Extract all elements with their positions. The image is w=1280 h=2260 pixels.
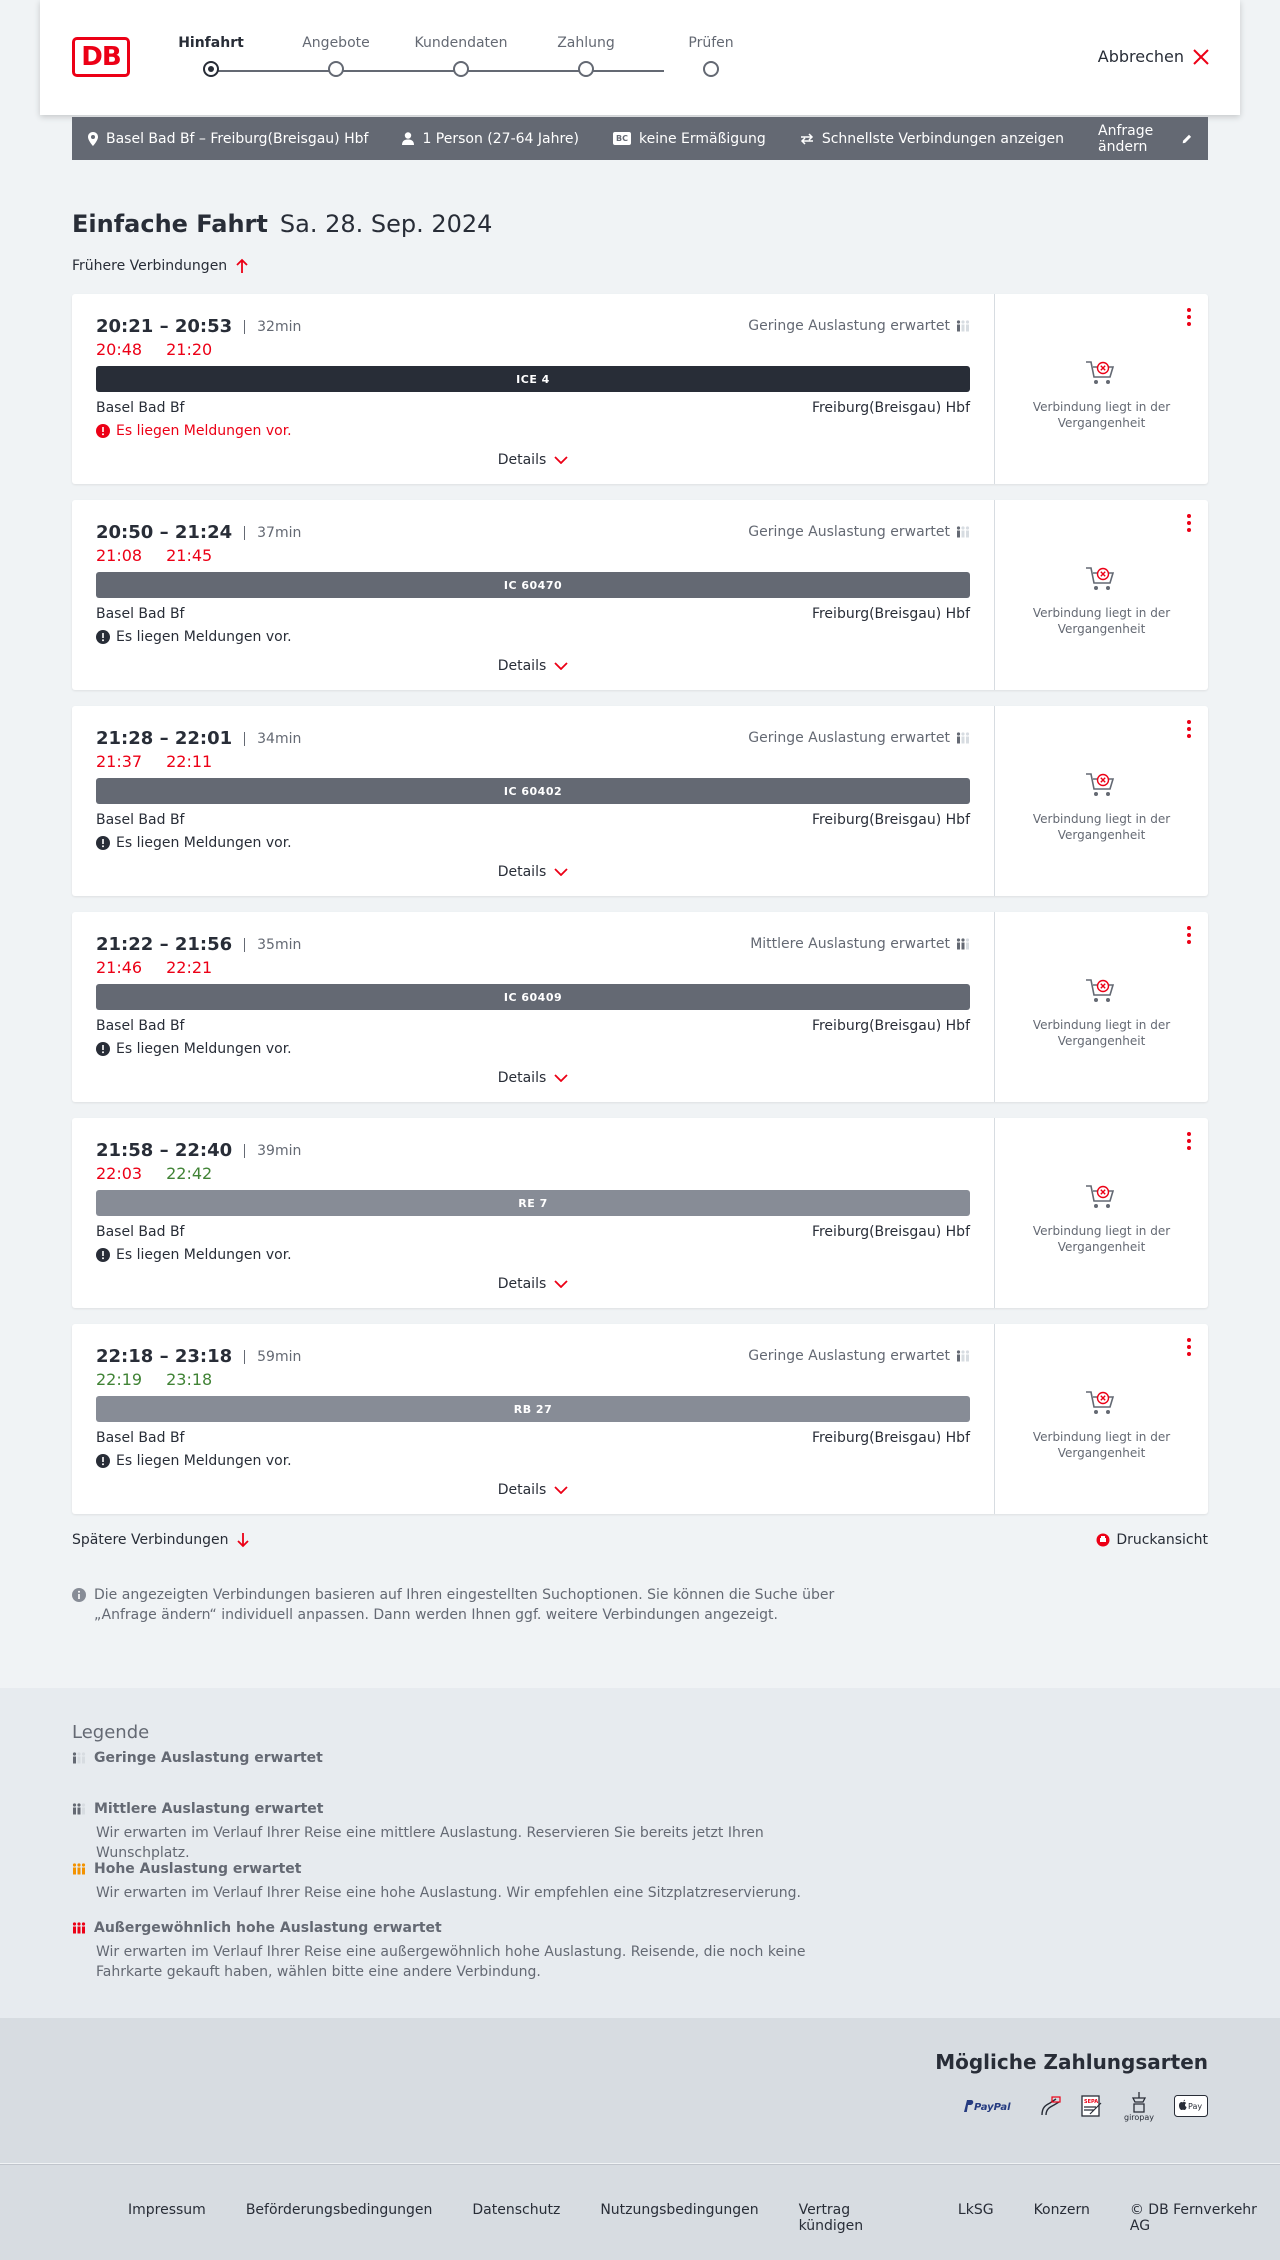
message-notice bbox=[96, 835, 292, 851]
top-header bbox=[40, 0, 1240, 115]
sepa-icon bbox=[1080, 2095, 1104, 2117]
past-connection-text: Verbindung liegt in der Vergangenheit bbox=[1032, 400, 1171, 430]
destination-station: Freiburg(Breisgau) Hbf bbox=[811, 1430, 970, 1446]
bahncard-icon: BC bbox=[613, 132, 631, 145]
realtime-times bbox=[96, 340, 212, 359]
occupancy-icon bbox=[72, 1922, 86, 1934]
message-text: Es liegen Meldungen vor. bbox=[116, 1041, 292, 1057]
connection-card[interactable] bbox=[72, 1118, 1208, 1308]
step-label: Hinfahrt bbox=[178, 35, 244, 51]
location-pin-icon bbox=[88, 132, 98, 146]
legend-section bbox=[0, 1688, 1280, 2018]
legend-item bbox=[72, 1801, 872, 1863]
connection-times bbox=[96, 522, 301, 543]
cart-unavailable-icon bbox=[1084, 564, 1118, 594]
realtime-arrival: 22:21 bbox=[166, 958, 213, 977]
connection-times bbox=[96, 1346, 301, 1367]
query-persons bbox=[402, 131, 579, 147]
origin-station: Basel Bad Bf bbox=[96, 606, 185, 622]
chevron-down-icon bbox=[554, 662, 568, 670]
past-connection-text: Verbindung liegt in der Vergangenheit bbox=[1032, 606, 1171, 636]
cart-unavailable-icon bbox=[1084, 1182, 1118, 1212]
details-label: Details bbox=[497, 864, 547, 880]
direct-debit-icon bbox=[1038, 2095, 1062, 2117]
occupancy-icon bbox=[956, 526, 970, 538]
step-dot bbox=[328, 61, 344, 77]
details-label: Details bbox=[497, 1276, 547, 1292]
step-label: Kundendaten bbox=[414, 35, 508, 51]
realtime-arrival: 21:45 bbox=[166, 546, 213, 565]
train-name: IC 60402 bbox=[503, 784, 563, 798]
paypal-icon bbox=[962, 2098, 1020, 2114]
discount-text: keine Ermäßigung bbox=[638, 130, 766, 147]
realtime-departure: 20:48 bbox=[96, 340, 143, 359]
arrow-up-icon bbox=[235, 258, 249, 274]
query-route bbox=[88, 131, 368, 147]
realtime-times bbox=[96, 958, 212, 977]
connection-card[interactable] bbox=[72, 706, 1208, 896]
scheduled-times: 22:18 – 23:18 bbox=[96, 1346, 233, 1367]
later-label: Spätere Verbindungen bbox=[72, 1532, 229, 1548]
connection-card[interactable] bbox=[72, 294, 1208, 484]
booking-panel bbox=[995, 294, 1208, 484]
message-notice bbox=[96, 1247, 292, 1263]
alert-icon bbox=[96, 630, 110, 644]
more-options-icon[interactable] bbox=[1186, 926, 1192, 944]
origin-station: Basel Bad Bf bbox=[96, 400, 185, 416]
svg-text:Pay: Pay bbox=[1188, 2102, 1203, 2111]
connection-info bbox=[96, 706, 970, 896]
legend-item bbox=[72, 1861, 872, 1903]
step-dot bbox=[703, 61, 719, 77]
legend-item-head bbox=[72, 1801, 872, 1817]
later-connections-link[interactable] bbox=[72, 1532, 250, 1548]
info-notice bbox=[72, 1585, 852, 1625]
duration: 59min bbox=[244, 1350, 301, 1364]
logo-text: DB bbox=[81, 42, 121, 72]
origin-station: Basel Bad Bf bbox=[96, 812, 185, 828]
past-connection-text: Verbindung liegt in der Vergangenheit bbox=[1032, 1224, 1171, 1254]
legend-title: Legende bbox=[72, 1722, 150, 1743]
legend-item bbox=[72, 1920, 872, 1982]
message-text: Es liegen Meldungen vor. bbox=[116, 1247, 292, 1263]
connection-info bbox=[96, 1324, 970, 1514]
realtime-arrival: 22:11 bbox=[166, 752, 213, 771]
alert-icon bbox=[96, 424, 110, 438]
occupancy-indicator bbox=[750, 936, 970, 952]
pencil-icon bbox=[1182, 132, 1192, 146]
duration: 32min bbox=[244, 320, 301, 334]
occupancy-icon bbox=[956, 320, 970, 332]
train-name: RB 27 bbox=[513, 1402, 553, 1416]
scheduled-times: 21:28 – 22:01 bbox=[96, 728, 233, 749]
train-name: IC 60409 bbox=[503, 990, 563, 1004]
duration: 34min bbox=[244, 732, 301, 746]
trip-type: Einfache Fahrt bbox=[72, 210, 268, 238]
occupancy-icon bbox=[72, 1803, 86, 1815]
message-notice bbox=[96, 1041, 292, 1057]
legend-item-title: Geringe Auslastung erwartet bbox=[94, 1750, 323, 1766]
connection-info bbox=[96, 500, 970, 690]
duration: 37min bbox=[244, 526, 301, 540]
details-label: Details bbox=[497, 658, 547, 674]
step-label: Prüfen bbox=[688, 35, 734, 51]
more-options-icon[interactable] bbox=[1186, 514, 1192, 532]
realtime-arrival: 23:18 bbox=[166, 1370, 213, 1389]
destination-station: Freiburg(Breisgau) Hbf bbox=[811, 1224, 970, 1240]
occupancy-indicator bbox=[748, 730, 970, 746]
alert-icon bbox=[96, 836, 110, 850]
past-connection-text: Verbindung liegt in der Vergangenheit bbox=[1032, 1018, 1171, 1048]
svg-text:PayPal: PayPal bbox=[974, 2102, 1011, 2113]
connection-times bbox=[96, 1140, 301, 1161]
legend-item-desc: Wir erwarten im Verlauf Ihrer Reise eine hohe Auslastung. Wir empfehlen eine Sitzplatzreservierung. bbox=[96, 1885, 801, 1901]
destination-station: Freiburg(Breisgau) Hbf bbox=[811, 400, 970, 416]
message-notice bbox=[96, 629, 292, 645]
destination-station: Freiburg(Breisgau) Hbf bbox=[811, 1018, 970, 1034]
details-toggle[interactable] bbox=[96, 1482, 970, 1498]
cart-unavailable-icon bbox=[1084, 1388, 1118, 1418]
message-text: Es liegen Meldungen vor. bbox=[116, 423, 292, 439]
chevron-down-icon bbox=[554, 1486, 568, 1494]
duration: 39min bbox=[244, 1144, 301, 1158]
more-options-icon[interactable] bbox=[1186, 1132, 1192, 1150]
change-query-button[interactable] bbox=[1098, 123, 1192, 155]
occupancy-text: Geringe Auslastung erwartet bbox=[748, 1348, 950, 1364]
realtime-times bbox=[96, 546, 212, 565]
change-query-label: Anfrage ändern bbox=[1098, 122, 1154, 155]
train-name: RE 7 bbox=[518, 1196, 548, 1210]
earlier-connections-link[interactable] bbox=[72, 258, 249, 274]
earlier-label: Frühere Verbindungen bbox=[72, 258, 228, 274]
query-fastest bbox=[800, 131, 1064, 147]
print-view-link[interactable] bbox=[1096, 1532, 1208, 1548]
occupancy-icon bbox=[956, 938, 970, 950]
occupancy-indicator bbox=[748, 318, 970, 334]
footer-link[interactable]: © DB Fernverkehr AG bbox=[1129, 2202, 1257, 2234]
realtime-arrival: 21:20 bbox=[166, 340, 213, 359]
footer-link[interactable]: Vertrag kündigen bbox=[798, 2202, 864, 2234]
more-options-icon[interactable] bbox=[1186, 720, 1192, 738]
origin-station: Basel Bad Bf bbox=[96, 1224, 185, 1240]
booking-panel bbox=[995, 1324, 1208, 1514]
occupancy-text: Geringe Auslastung erwartet bbox=[748, 318, 950, 334]
step-label: Zahlung bbox=[557, 35, 615, 51]
destination-station: Freiburg(Breisgau) Hbf bbox=[811, 812, 970, 828]
details-label: Details bbox=[497, 1482, 547, 1498]
step-angebote[interactable] bbox=[276, 34, 396, 77]
connection-card[interactable] bbox=[72, 1324, 1208, 1514]
occupancy-text: Geringe Auslastung erwartet bbox=[748, 524, 950, 540]
train-name: ICE 4 bbox=[516, 372, 550, 386]
details-label: Details bbox=[497, 1070, 547, 1086]
chevron-down-icon bbox=[554, 1280, 568, 1288]
scheduled-times: 20:50 – 21:24 bbox=[96, 522, 233, 543]
train-bar bbox=[96, 1190, 970, 1216]
train-bar bbox=[96, 366, 970, 392]
cancel-button[interactable] bbox=[1098, 47, 1210, 66]
occupancy-text: Geringe Auslastung erwartet bbox=[748, 730, 950, 746]
origin-station: Basel Bad Bf bbox=[96, 1430, 185, 1446]
close-icon bbox=[1192, 48, 1210, 66]
origin-station: Basel Bad Bf bbox=[96, 1018, 185, 1034]
alert-icon bbox=[96, 1042, 110, 1056]
print-label: Druckansicht bbox=[1116, 1532, 1208, 1548]
step-zahlung[interactable] bbox=[526, 34, 646, 77]
details-toggle[interactable] bbox=[96, 1276, 970, 1292]
connection-card[interactable] bbox=[72, 912, 1208, 1102]
message-text: Es liegen Meldungen vor. bbox=[116, 835, 292, 851]
realtime-times bbox=[96, 1370, 212, 1389]
booking-stepper bbox=[178, 34, 734, 84]
legend-item-head bbox=[72, 1920, 872, 1936]
scheduled-times: 20:21 – 20:53 bbox=[96, 316, 233, 337]
connection-info bbox=[96, 912, 970, 1102]
train-bar bbox=[96, 778, 970, 804]
realtime-departure: 22:03 bbox=[96, 1164, 143, 1183]
details-toggle[interactable] bbox=[96, 658, 970, 674]
footer-link[interactable]: Konzern bbox=[1033, 2202, 1090, 2218]
train-name: IC 60470 bbox=[503, 578, 563, 592]
info-icon bbox=[72, 1588, 86, 1602]
occupancy-indicator bbox=[748, 524, 970, 540]
payment-section bbox=[0, 2018, 1280, 2163]
scheduled-times: 21:22 – 21:56 bbox=[96, 934, 233, 955]
footer-links bbox=[128, 2202, 1280, 2234]
cart-unavailable-icon bbox=[1084, 770, 1118, 800]
booking-panel bbox=[995, 500, 1208, 690]
message-notice bbox=[96, 1453, 292, 1469]
step-dot bbox=[453, 61, 469, 77]
occupancy-icon bbox=[72, 1752, 86, 1764]
realtime-departure: 22:19 bbox=[96, 1370, 143, 1389]
route-text: Basel Bad Bf – Freiburg(Breisgau) Hbf bbox=[106, 130, 369, 147]
page-title bbox=[72, 210, 492, 238]
booking-panel bbox=[995, 706, 1208, 896]
details-toggle[interactable] bbox=[96, 864, 970, 880]
past-connection-text: Verbindung liegt in der Vergangenheit bbox=[1032, 812, 1171, 842]
persons-text: 1 Person (27-64 Jahre) bbox=[422, 130, 579, 147]
footer-link[interactable]: Impressum bbox=[128, 2202, 206, 2218]
train-bar bbox=[96, 572, 970, 598]
alert-icon bbox=[96, 1454, 110, 1468]
chevron-down-icon bbox=[554, 456, 568, 464]
occupancy-text: Mittlere Auslastung erwartet bbox=[750, 936, 950, 952]
legend-item-title: Hohe Auslastung erwartet bbox=[94, 1861, 302, 1877]
occupancy-icon bbox=[956, 1350, 970, 1362]
step-pruefen[interactable] bbox=[651, 34, 771, 77]
duration: 35min bbox=[244, 938, 301, 952]
cart-unavailable-icon bbox=[1084, 976, 1118, 1006]
payment-icons bbox=[962, 2090, 1208, 2122]
step-dot bbox=[203, 61, 219, 77]
legend-item bbox=[72, 1750, 872, 1766]
details-toggle[interactable] bbox=[96, 452, 970, 468]
train-bar bbox=[96, 1396, 970, 1422]
details-toggle[interactable] bbox=[96, 1070, 970, 1086]
step-label: Angebote bbox=[302, 35, 370, 51]
footer-link[interactable]: Nutzungsbedingungen bbox=[600, 2202, 759, 2218]
legend-item-head bbox=[72, 1750, 872, 1766]
legend-item-desc: Wir erwarten im Verlauf Ihrer Reise eine außergewöhnlich hohe Auslastung. Reisende, die noch keine Fahrkarte gekauft haben, wählen bitte eine andere Verbindung. bbox=[96, 1944, 806, 1980]
alert-icon bbox=[96, 1248, 110, 1262]
more-options-icon[interactable] bbox=[1186, 1338, 1192, 1356]
occupancy-indicator bbox=[748, 1348, 970, 1364]
step-kundendaten[interactable] bbox=[401, 34, 521, 77]
db-logo[interactable] bbox=[72, 37, 130, 77]
legend-item-title: Mittlere Auslastung erwartet bbox=[94, 1801, 324, 1817]
info-text: Die angezeigten Verbindungen basieren auf Ihren eingestellten Suchoptionen. Sie können die Suche über „Anfrage ändern“ individuell anpassen. Dann werden Ihnen ggf. weitere Verbindungen angezeigt. bbox=[94, 1587, 835, 1623]
scheduled-times: 21:58 – 22:40 bbox=[96, 1140, 233, 1161]
query-summary-bar bbox=[72, 117, 1208, 160]
footer-link[interactable]: LkSG bbox=[957, 2202, 994, 2218]
details-label: Details bbox=[497, 452, 547, 468]
realtime-departure: 21:08 bbox=[96, 546, 143, 565]
connection-card[interactable] bbox=[72, 500, 1208, 690]
realtime-departure: 21:46 bbox=[96, 958, 143, 977]
payment-title: Mögliche Zahlungsarten bbox=[935, 2050, 1208, 2074]
destination-station: Freiburg(Breisgau) Hbf bbox=[811, 606, 970, 622]
connection-info bbox=[96, 294, 970, 484]
svg-text:giropay: giropay bbox=[1124, 2113, 1155, 2122]
footer-link[interactable]: Beförderungsbedingungen bbox=[245, 2202, 433, 2218]
arrow-down-icon bbox=[236, 1532, 250, 1548]
step-hinfahrt[interactable] bbox=[151, 34, 271, 77]
message-notice bbox=[96, 423, 292, 439]
step-dot bbox=[578, 61, 594, 77]
legend-item-desc: Wir erwarten im Verlauf Ihrer Reise eine mittlere Auslastung. Reservieren Sie bereits jetzt Ihren Wunschplatz. bbox=[96, 1825, 764, 1861]
footer bbox=[0, 2164, 1280, 2260]
legend-item-head bbox=[72, 1861, 872, 1877]
occupancy-icon bbox=[72, 1863, 86, 1875]
booking-panel bbox=[995, 912, 1208, 1102]
past-connection-text: Verbindung liegt in der Vergangenheit bbox=[1032, 1430, 1171, 1460]
occupancy-icon bbox=[956, 732, 970, 744]
swap-arrows-icon bbox=[800, 133, 814, 145]
connection-times bbox=[96, 728, 301, 749]
apple-pay-icon bbox=[1174, 2095, 1208, 2117]
svg-text:SEPA: SEPA bbox=[1084, 2099, 1099, 2105]
connection-times bbox=[96, 316, 301, 337]
fastest-text: Schnellste Verbindungen anzeigen bbox=[821, 130, 1065, 147]
realtime-arrival: 22:42 bbox=[166, 1164, 213, 1183]
booking-panel bbox=[995, 1118, 1208, 1308]
message-text: Es liegen Meldungen vor. bbox=[116, 629, 292, 645]
query-discount bbox=[613, 131, 766, 147]
realtime-times bbox=[96, 752, 212, 771]
realtime-departure: 21:37 bbox=[96, 752, 143, 771]
printer-icon bbox=[1096, 1533, 1110, 1547]
realtime-times bbox=[96, 1164, 212, 1183]
legend-item-title: Außergewöhnlich hohe Auslastung erwartet bbox=[94, 1920, 442, 1936]
connection-info bbox=[96, 1118, 970, 1308]
train-bar bbox=[96, 984, 970, 1010]
cart-unavailable-icon bbox=[1084, 358, 1118, 388]
message-text: Es liegen Meldungen vor. bbox=[116, 1453, 292, 1469]
chevron-down-icon bbox=[554, 868, 568, 876]
cancel-label: Abbrechen bbox=[1097, 47, 1184, 66]
giropay-icon bbox=[1122, 2090, 1156, 2122]
chevron-down-icon bbox=[554, 1074, 568, 1082]
footer-link[interactable]: Datenschutz bbox=[472, 2202, 561, 2218]
more-options-icon[interactable] bbox=[1186, 308, 1192, 326]
trip-date: Sa. 28. Sep. 2024 bbox=[279, 210, 493, 238]
person-icon bbox=[402, 132, 414, 145]
connection-times bbox=[96, 934, 301, 955]
